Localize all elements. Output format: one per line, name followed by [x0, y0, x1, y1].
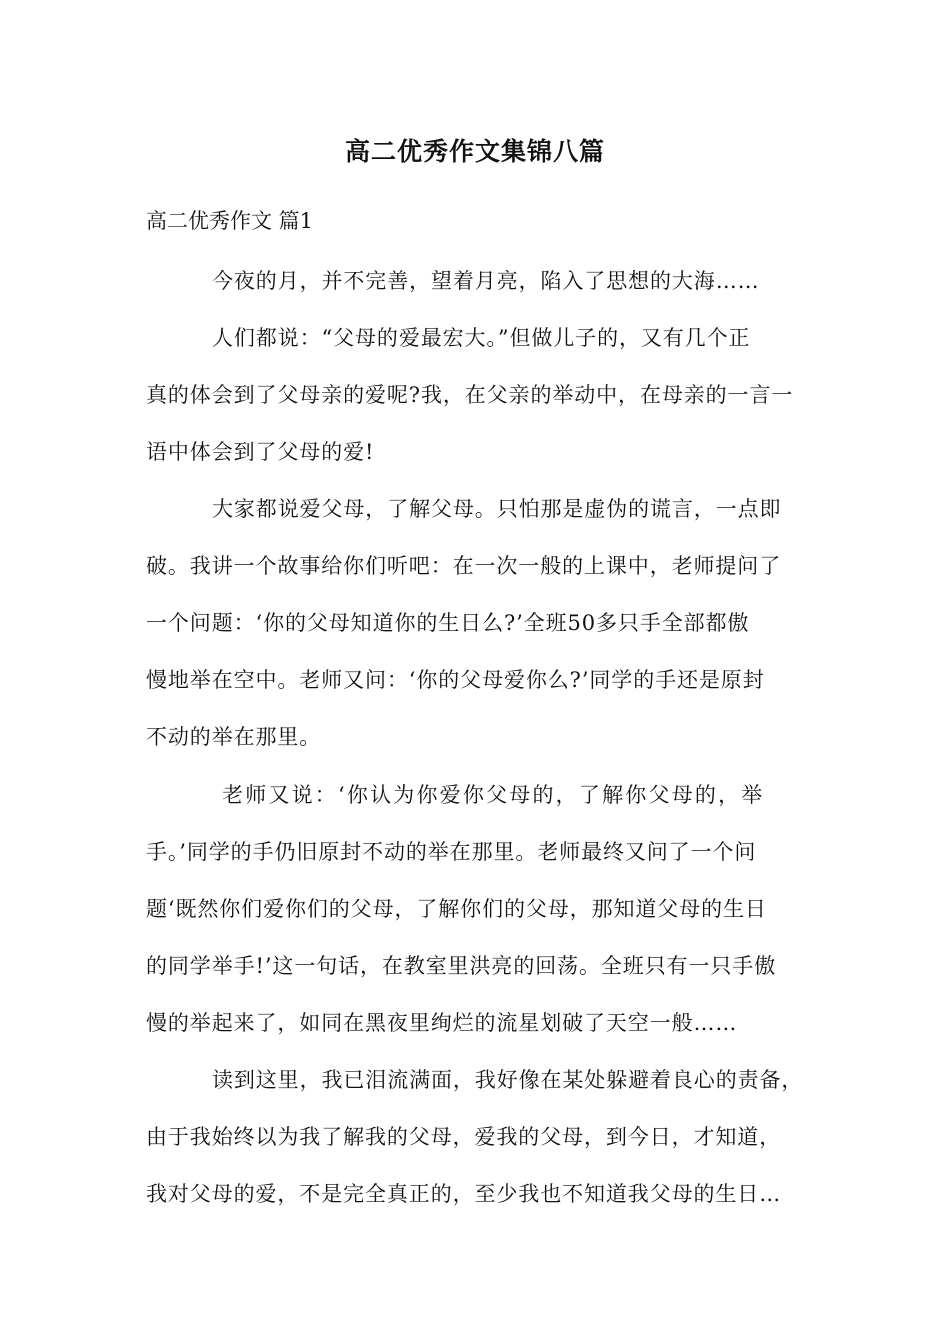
paragraph-line: 老师又说：‘你认为你爱你父母的，了解你父母的，举 [222, 783, 765, 807]
paragraph-line: 慢地举在空中。老师又问：‘你的父母爱你么?’同学的手还是原封 [146, 668, 765, 692]
paragraph-line: 真的体会到了父母亲的爱呢?我，在父亲的举动中，在母亲的一言一 [146, 383, 794, 407]
paragraph-line: 的同学举手!’这一句话，在教室里洪亮的回荡。全班只有一只手傲 [146, 954, 777, 978]
paragraph-line: 题‘既然你们爱你们的父母，了解你们的父母，那知道父母的生日 [146, 897, 767, 921]
paragraph-line: 今夜的月，并不完善，望着月亮，陷入了思想的大海…… [212, 269, 760, 293]
paragraph-line: 慢的举起来了，如同在黑夜里绚烂的流星划破了天空一般…… [146, 1011, 738, 1035]
paragraph-line: 我对父母的爱，不是完全真正的，至少我也不知道我父母的生日… [146, 1182, 782, 1206]
paragraph-line: 语中体会到了父母的爱! [146, 440, 375, 464]
paragraph-line: 大家都说爱父母，了解父母。只怕那是虚伪的谎言，一点即 [212, 497, 782, 521]
paragraph-line: 由于我始终以为我了解我的父母，爱我的父母，到今日，才知道， [146, 1125, 782, 1149]
paragraph-line: 一个问题：‘你的父母知道你的生日么?’全班50多只手全部都傲 [146, 611, 750, 635]
paragraph-line: 不动的举在那里。 [146, 725, 322, 749]
document-title: 高二优秀作文集锦八篇 [344, 137, 605, 166]
paragraph-line: 读到这里，我已泪流满面，我好像在某处躲避着良心的责备， [212, 1068, 804, 1092]
section-heading: 高二优秀作文 篇1 [146, 209, 314, 233]
paragraph-line: 手。’同学的手仍旧原封不动的举在那里。老师最终又问了一个问 [146, 840, 757, 864]
paragraph-line: 破。我讲一个故事给你们听吧：在一次一般的上课中，老师提问了 [146, 554, 782, 578]
paragraph-line: 人们都说：“父母的爱最宏大。”但做儿子的，又有几个正 [212, 326, 751, 350]
